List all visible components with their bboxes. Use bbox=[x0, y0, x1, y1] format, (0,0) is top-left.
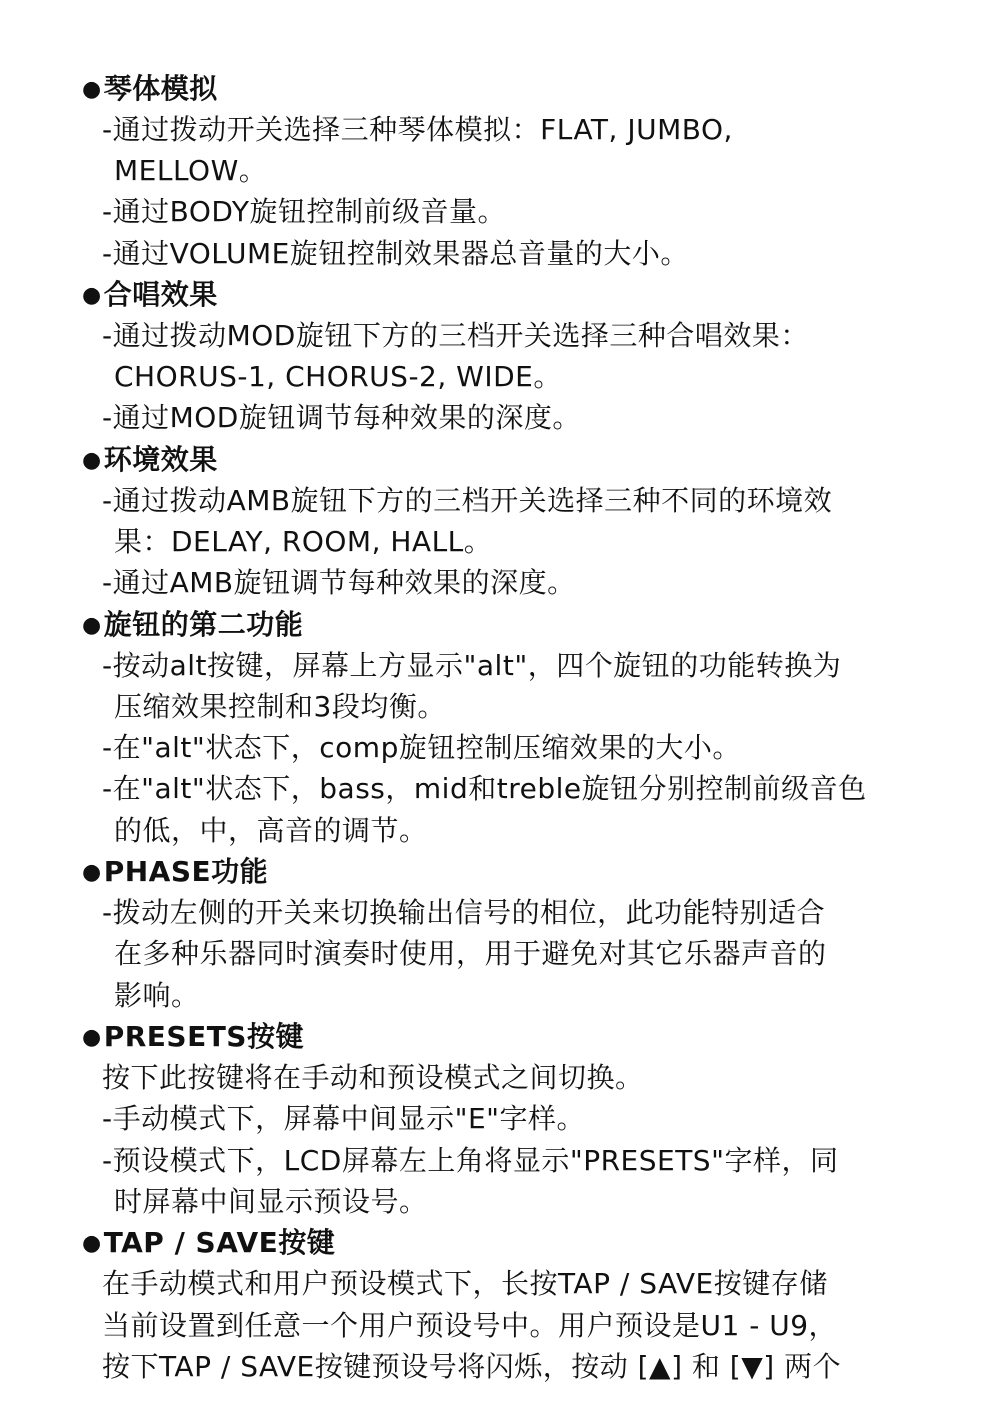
text-line: -在"alt"状态下，comp旋钮控制压缩效果的大小。 bbox=[102, 731, 741, 764]
text-line: 影响。 bbox=[114, 979, 200, 1012]
section-title-presets: ●PRESETS按键 bbox=[82, 1020, 304, 1053]
text-line: 按下TAP / SAVE按键预设号将闪烁，按动 [▲] 和 [▼] 两个 bbox=[102, 1350, 842, 1383]
bullet-icon: ● bbox=[82, 613, 102, 638]
section-title-ambience: ●环境效果 bbox=[82, 443, 218, 476]
text-line: 时屏幕中间显示预设号。 bbox=[114, 1185, 428, 1218]
text-line: -通过拨动MOD旋钮下方的三档开关选择三种合唱效果： bbox=[102, 319, 809, 352]
text-line: 果：DELAY, ROOM, HALL。 bbox=[114, 525, 493, 558]
text-line: -拨动左侧的开关来切换输出信号的相位，此功能特别适合 bbox=[102, 896, 826, 929]
section-title-tap-save: ●TAP / SAVE按键 bbox=[82, 1226, 336, 1259]
text-line: -通过VOLUME旋钮控制效果器总音量的大小。 bbox=[102, 237, 689, 270]
section-title-knob-second-function: ●旋钮的第二功能 bbox=[82, 608, 304, 641]
text-line: -通过MOD旋钮调节每种效果的深度。 bbox=[102, 401, 581, 434]
text-line: -手动模式下，屏幕中间显示"E"字样。 bbox=[102, 1102, 586, 1135]
section-title-chorus: ●合唱效果 bbox=[82, 278, 218, 311]
text-line: -通过拨动AMB旋钮下方的三档开关选择三种不同的环境效 bbox=[102, 484, 833, 517]
text-line: 在手动模式和用户预设模式下，长按TAP / SAVE按键存储 bbox=[102, 1267, 828, 1300]
text-line: MELLOW。 bbox=[114, 154, 268, 187]
text-line: -通过AMB旋钮调节每种效果的深度。 bbox=[102, 566, 576, 599]
bullet-icon: ● bbox=[82, 1231, 102, 1256]
text-line: 当前设置到任意一个用户预设号中。用户预设是U1 - U9， bbox=[102, 1309, 838, 1342]
text-line: 压缩效果控制和3段均衡。 bbox=[114, 690, 446, 723]
section-title-body-simulation: ●琴体模拟 bbox=[82, 72, 218, 105]
section-title-phase: ●PHASE功能 bbox=[82, 855, 269, 888]
text-line: 的低，中，高音的调节。 bbox=[114, 814, 428, 847]
text-line: -在"alt"状态下，bass，mid和treble旋钮分别控制前级音色 bbox=[102, 772, 867, 805]
text-line: 按下此按键将在手动和预设模式之间切换。 bbox=[102, 1061, 644, 1094]
text-line: CHORUS-1, CHORUS-2, WIDE。 bbox=[114, 360, 562, 393]
text-line: -通过拨动开关选择三种琴体模拟：FLAT, JUMBO, bbox=[102, 113, 733, 146]
bullet-icon: ● bbox=[82, 283, 102, 308]
bullet-icon: ● bbox=[82, 77, 102, 102]
text-line: 在多种乐器同时演奏时使用，用于避免对其它乐器声音的 bbox=[114, 937, 827, 970]
text-line: -按动alt按键，屏幕上方显示"alt"，四个旋钮的功能转换为 bbox=[102, 649, 842, 682]
bullet-icon: ● bbox=[82, 860, 102, 885]
bullet-icon: ● bbox=[82, 1025, 102, 1050]
text-line: -通过BODY旋钮控制前级音量。 bbox=[102, 195, 506, 228]
bullet-icon: ● bbox=[82, 448, 102, 473]
text-line: -预设模式下，LCD屏幕左上角将显示"PRESETS"字样，同 bbox=[102, 1144, 839, 1177]
